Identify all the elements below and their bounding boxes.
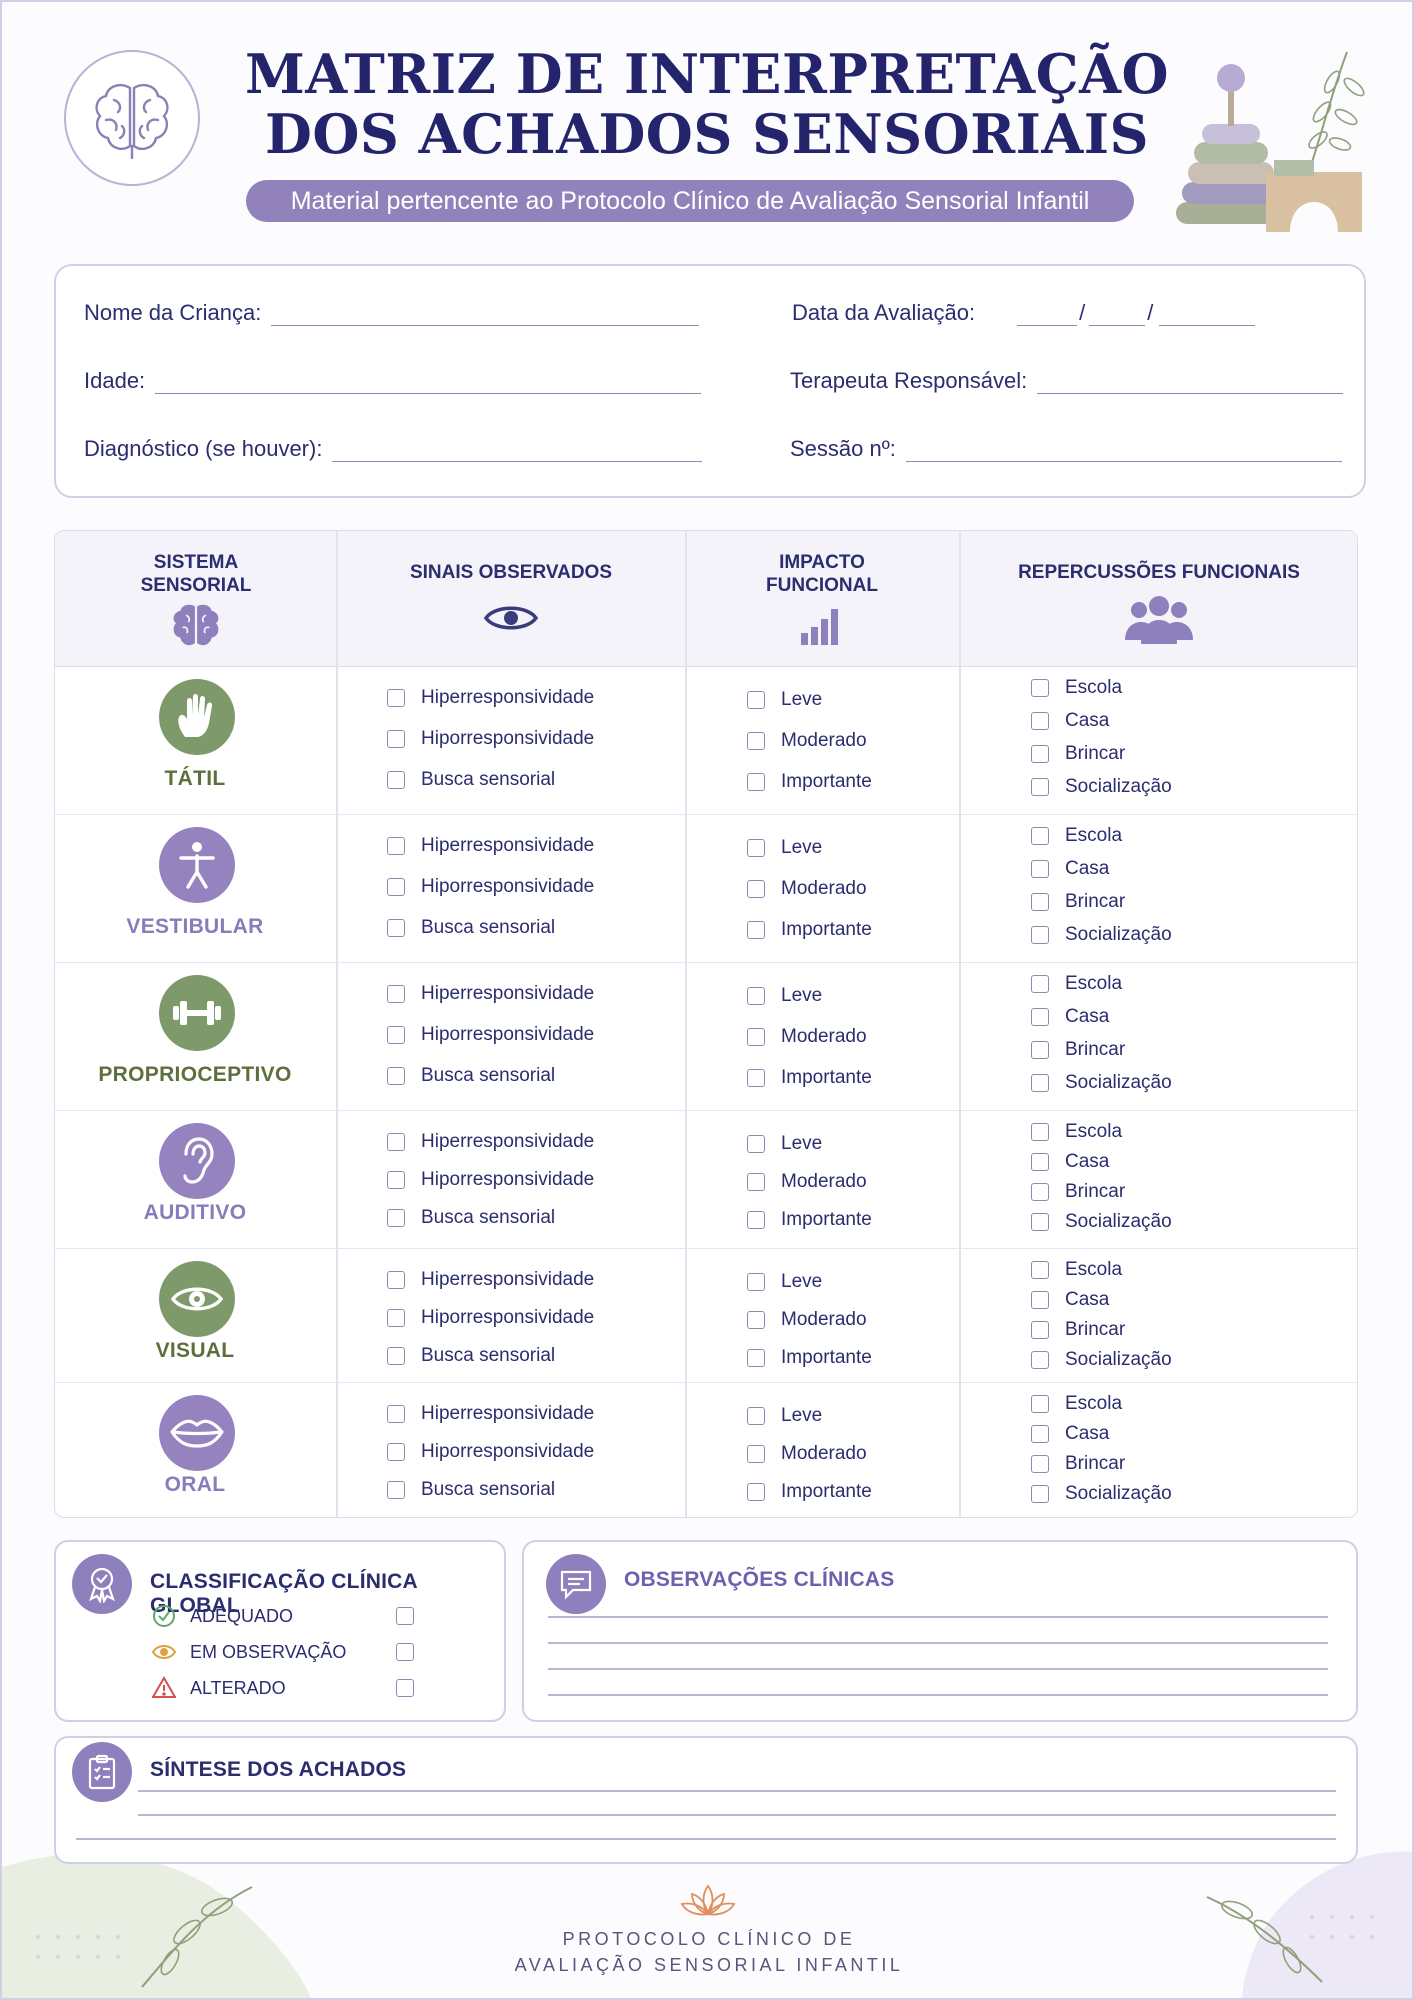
repercussion-option-label: Socialização (1065, 1211, 1172, 1232)
sign-option[interactable] (387, 917, 555, 939)
impact-checkbox[interactable] (747, 1211, 765, 1229)
brain-logo (64, 50, 200, 186)
sign-option[interactable] (387, 983, 594, 1005)
impact-checkbox[interactable] (747, 1028, 765, 1046)
impact-checkbox[interactable] (747, 691, 765, 709)
matrix-row-5 (55, 1249, 1358, 1383)
impact-checkbox[interactable] (747, 1273, 765, 1291)
sign-option[interactable] (387, 769, 555, 791)
hand-icon (175, 693, 219, 741)
repercussion-option[interactable] (1031, 1006, 1109, 1028)
impact-option[interactable] (747, 1133, 822, 1155)
warning-icon (152, 1676, 176, 1700)
repercussion-option[interactable] (1031, 1289, 1109, 1311)
sign-checkbox[interactable] (387, 771, 405, 789)
repercussion-option-label: Casa (1065, 1006, 1110, 1027)
repercussion-checkbox[interactable] (1031, 1213, 1049, 1231)
repercussion-checkbox[interactable] (1031, 1041, 1049, 1059)
impact-checkbox[interactable] (747, 987, 765, 1005)
repercussion-checkbox[interactable] (1031, 778, 1049, 796)
sign-option-label: Hiperresponsividade (421, 1269, 595, 1290)
system-badge (159, 827, 235, 903)
group-people-icon (1123, 594, 1195, 646)
repercussion-option-label: Casa (1065, 1423, 1110, 1444)
sign-option[interactable] (387, 1441, 594, 1463)
title-line-1: MATRIZ DE INTERPRETAÇÃO (244, 42, 1170, 106)
classification-altered-label: ALTERADO (190, 1677, 286, 1698)
repercussion-option[interactable] (1031, 776, 1172, 798)
footer-line-1: PROTOCOLO CLÍNICO DE (562, 1929, 856, 1949)
repercussion-checkbox[interactable] (1031, 975, 1049, 993)
impact-option[interactable] (747, 837, 822, 859)
award-badge (72, 1554, 132, 1614)
impact-option[interactable] (747, 1481, 872, 1503)
repercussion-option[interactable] (1031, 973, 1122, 995)
header-system (55, 531, 337, 667)
repercussion-option[interactable] (1031, 1211, 1172, 1233)
date-day-input[interactable] (1017, 306, 1077, 326)
repercussion-option-label: Brincar (1065, 891, 1126, 912)
repercussion-option[interactable] (1031, 1181, 1125, 1203)
subtitle-banner: Material pertencente ao Protocolo Clínico de Avaliação Sensorial Infantil (246, 180, 1134, 222)
impact-option-label: Leve (781, 1405, 823, 1426)
repercussion-option[interactable] (1031, 1151, 1109, 1173)
repercussion-checkbox[interactable] (1031, 1153, 1049, 1171)
repercussion-option-label: Casa (1065, 858, 1110, 879)
repercussion-option[interactable] (1031, 1393, 1122, 1415)
impact-option[interactable] (747, 1443, 867, 1465)
sign-option-label: Hiporresponsividade (421, 1024, 595, 1045)
impact-option-label: Importante (781, 771, 872, 792)
sign-option[interactable] (387, 1479, 555, 1501)
impact-option-label: Leve (781, 985, 823, 1006)
repercussion-option[interactable] (1031, 743, 1125, 765)
repercussion-option-label: Brincar (1065, 1453, 1126, 1474)
matrix-row-1 (55, 667, 1358, 815)
classification-observation-label: EM OBSERVAÇÃO (190, 1641, 347, 1662)
repercussion-checkbox[interactable] (1031, 745, 1049, 763)
repercussion-option-label: Brincar (1065, 743, 1126, 764)
repercussion-checkbox[interactable] (1031, 1183, 1049, 1201)
repercussion-option[interactable] (1031, 1349, 1172, 1371)
repercussion-checkbox[interactable] (1031, 926, 1049, 944)
matrix-header-row (55, 531, 1358, 667)
repercussion-option-label: Casa (1065, 710, 1110, 731)
classification-adequate (152, 1604, 430, 1628)
age-label: Idade: (84, 368, 146, 393)
impact-option-label: Importante (781, 1067, 872, 1088)
sign-option[interactable] (387, 1065, 555, 1087)
impact-option-label: Moderado (781, 730, 867, 751)
impact-checkbox[interactable] (747, 773, 765, 791)
impact-checkbox[interactable] (747, 839, 765, 857)
classification-adequate-checkbox[interactable] (396, 1607, 414, 1625)
diagnosis-label: Diagnóstico (se houver): (84, 436, 323, 461)
repercussion-checkbox[interactable] (1031, 1123, 1049, 1141)
repercussion-option-label: Escola (1065, 677, 1123, 698)
impact-checkbox[interactable] (747, 1173, 765, 1191)
repercussion-checkbox[interactable] (1031, 827, 1049, 845)
system-label: TÁTIL (164, 767, 226, 790)
observations-writing-line[interactable] (548, 1668, 1328, 1670)
title-line-2: DOS ACHADOS SENSORIAIS (265, 102, 1149, 166)
impact-option-label: Leve (781, 689, 823, 710)
sign-option-label: Hiperresponsividade (421, 687, 595, 708)
impact-option-label: Moderado (781, 1171, 867, 1192)
age-input[interactable] (155, 374, 701, 394)
impact-checkbox[interactable] (747, 1311, 765, 1329)
evaluation-date-label: Data da Avaliação: (792, 300, 976, 325)
sign-checkbox[interactable] (387, 1309, 405, 1327)
repercussion-checkbox[interactable] (1031, 1395, 1049, 1413)
sign-option-label: Busca sensorial (421, 1065, 556, 1086)
sign-option-label: Busca sensorial (421, 1345, 556, 1366)
impact-checkbox[interactable] (747, 1135, 765, 1153)
header-signs (337, 531, 685, 667)
classification-adequate-label: ADEQUADO (190, 1605, 294, 1626)
repercussion-option-label: Socialização (1065, 1072, 1172, 1093)
system-badge (159, 1261, 235, 1337)
sign-option[interactable] (387, 728, 594, 750)
repercussion-checkbox[interactable] (1031, 1074, 1049, 1092)
impact-option[interactable] (747, 878, 867, 900)
repercussion-option-label: Socialização (1065, 776, 1172, 797)
impact-checkbox[interactable] (747, 732, 765, 750)
matrix-row-6 (55, 1383, 1358, 1518)
sign-option[interactable] (387, 1131, 594, 1153)
observations-title: OBSERVAÇÕES CLÍNICAS (624, 1568, 895, 1591)
impact-option[interactable] (747, 1026, 867, 1048)
sign-option-label: Hiperresponsividade (421, 1131, 595, 1152)
clinical-observations-box (522, 1540, 1358, 1722)
sign-option[interactable] (387, 835, 594, 857)
synthesis-writing-line[interactable] (138, 1790, 1336, 1792)
sign-checkbox[interactable] (387, 1026, 405, 1044)
impact-option-label: Moderado (781, 878, 867, 899)
repercussion-option[interactable] (1031, 1072, 1172, 1094)
repercussion-option-label: Brincar (1065, 1181, 1126, 1202)
header-impact-line-1: IMPACTO (779, 552, 865, 573)
repercussion-option-label: Escola (1065, 973, 1123, 994)
header-system-line-2: SENSORIAL (140, 575, 252, 596)
dumbbell-icon (171, 998, 223, 1028)
sign-option-label: Hiperresponsividade (421, 1403, 595, 1424)
sign-option[interactable] (387, 1345, 555, 1367)
therapist-label: Terapeuta Responsável: (790, 368, 1028, 393)
repercussion-option-label: Socialização (1065, 924, 1172, 945)
impact-option[interactable] (747, 1271, 822, 1293)
child-name-input[interactable] (271, 306, 699, 326)
impact-option-label: Importante (781, 1481, 872, 1502)
sign-checkbox[interactable] (387, 1481, 405, 1499)
header-repercussions-label: REPERCUSSÕES FUNCIONAIS (1018, 562, 1300, 583)
observations-writing-line[interactable] (548, 1616, 1328, 1618)
sign-option-label: Hiporresponsividade (421, 1441, 595, 1462)
impact-option-label: Moderado (781, 1309, 867, 1330)
repercussion-checkbox[interactable] (1031, 1008, 1049, 1026)
footer-line-2: AVALIAÇÃO SENSORIAL INFANTIL (514, 1955, 904, 1975)
sign-checkbox[interactable] (387, 1209, 405, 1227)
child-name-field (84, 300, 699, 326)
impact-option[interactable] (747, 730, 867, 752)
matrix-row-2 (55, 815, 1358, 963)
sign-option-label: Busca sensorial (421, 769, 556, 790)
repercussion-option-label: Casa (1065, 1289, 1110, 1310)
clipboard-badge (72, 1742, 132, 1802)
eye-icon (170, 1283, 224, 1315)
sign-checkbox[interactable] (387, 1133, 405, 1151)
system-label: AUDITIVO (143, 1201, 247, 1224)
sign-option[interactable] (387, 1269, 594, 1291)
sign-checkbox[interactable] (387, 919, 405, 937)
synthesis-writing-line[interactable] (76, 1838, 1336, 1840)
repercussion-option[interactable] (1031, 1483, 1172, 1505)
repercussion-option[interactable] (1031, 924, 1172, 946)
impact-option-label: Moderado (781, 1443, 867, 1464)
header-impact-line-2: FUNCIONAL (766, 575, 878, 596)
impact-checkbox[interactable] (747, 1483, 765, 1501)
sensory-matrix-table (54, 530, 1358, 1518)
impact-option-label: Leve (781, 837, 823, 858)
evaluation-date-field (792, 300, 1255, 326)
impact-option[interactable] (747, 1171, 867, 1193)
date-year-input[interactable] (1159, 306, 1255, 326)
system-badge (159, 975, 235, 1051)
impact-option-label: Importante (781, 919, 872, 940)
sign-checkbox[interactable] (387, 1271, 405, 1289)
repercussion-option-label: Escola (1065, 825, 1123, 846)
session-input[interactable] (906, 442, 1342, 462)
repercussion-checkbox[interactable] (1031, 1455, 1049, 1473)
impact-option[interactable] (747, 1309, 867, 1331)
sign-checkbox[interactable] (387, 878, 405, 896)
impact-option[interactable] (747, 1067, 872, 1089)
sign-checkbox[interactable] (387, 1405, 405, 1423)
impact-option[interactable] (747, 1405, 822, 1427)
repercussion-option-label: Escola (1065, 1259, 1123, 1280)
sign-option[interactable] (387, 1169, 594, 1191)
session-label: Sessão nº: (790, 436, 896, 461)
classification-altered-checkbox[interactable] (396, 1679, 414, 1697)
check-circle-icon (152, 1604, 176, 1628)
sign-option[interactable] (387, 1307, 594, 1329)
repercussion-option[interactable] (1031, 1259, 1122, 1281)
repercussion-checkbox[interactable] (1031, 860, 1049, 878)
child-name-label: Nome da Criança: (84, 300, 262, 325)
page-title (242, 44, 1172, 164)
system-badge (159, 1123, 235, 1199)
diagnosis-input[interactable] (332, 442, 702, 462)
sign-option-label: Busca sensorial (421, 917, 556, 938)
repercussion-option[interactable] (1031, 858, 1109, 880)
diagnosis-field (84, 436, 702, 462)
sign-checkbox[interactable] (387, 1443, 405, 1461)
impact-checkbox[interactable] (747, 1349, 765, 1367)
repercussion-option[interactable] (1031, 1423, 1109, 1445)
person-icon (177, 840, 217, 890)
sign-checkbox[interactable] (387, 1347, 405, 1365)
repercussion-option-label: Escola (1065, 1121, 1123, 1142)
repercussion-option-label: Brincar (1065, 1319, 1126, 1340)
repercussion-option[interactable] (1031, 1453, 1125, 1475)
brain-icon (169, 603, 223, 651)
therapist-input[interactable] (1037, 374, 1343, 394)
sign-checkbox[interactable] (387, 985, 405, 1003)
eye-icon (483, 600, 539, 636)
repercussion-option[interactable] (1031, 1319, 1125, 1341)
impact-option[interactable] (747, 1209, 872, 1231)
sign-option[interactable] (387, 1207, 555, 1229)
impact-option-label: Importante (781, 1347, 872, 1368)
system-label: VESTIBULAR (126, 915, 264, 938)
system-label: ORAL (164, 1473, 226, 1496)
impact-option[interactable] (747, 919, 872, 941)
sign-option-label: Busca sensorial (421, 1479, 556, 1500)
observations-writing-line[interactable] (548, 1694, 1328, 1696)
lotus-icon (678, 1884, 738, 1920)
impact-option-label: Importante (781, 1209, 872, 1230)
repercussion-checkbox[interactable] (1031, 1321, 1049, 1339)
repercussion-option[interactable] (1031, 825, 1122, 847)
repercussion-checkbox[interactable] (1031, 1351, 1049, 1369)
repercussion-option-label: Escola (1065, 1393, 1123, 1414)
sign-option-label: Busca sensorial (421, 1207, 556, 1228)
classification-observation (152, 1640, 430, 1664)
repercussion-option[interactable] (1031, 1121, 1122, 1143)
session-field (790, 436, 1342, 462)
impact-option[interactable] (747, 689, 822, 711)
impact-option[interactable] (747, 771, 872, 793)
sign-option-label: Hiporresponsividade (421, 1307, 595, 1328)
sign-option-label: Hiporresponsividade (421, 1169, 595, 1190)
repercussion-checkbox[interactable] (1031, 1261, 1049, 1279)
sign-option-label: Hiperresponsividade (421, 983, 595, 1004)
date-month-input[interactable] (1089, 306, 1145, 326)
award-icon (85, 1565, 119, 1603)
repercussion-checkbox[interactable] (1031, 893, 1049, 911)
date-separator-1: / (1079, 300, 1086, 325)
repercussion-checkbox[interactable] (1031, 1291, 1049, 1309)
sign-checkbox[interactable] (387, 1067, 405, 1085)
sign-checkbox[interactable] (387, 730, 405, 748)
matrix-row-3 (55, 963, 1358, 1111)
sign-option[interactable] (387, 687, 594, 709)
observations-writing-line[interactable] (548, 1642, 1328, 1644)
repercussion-option[interactable] (1031, 677, 1122, 699)
system-label: PROPRIOCEPTIVO (98, 1063, 292, 1086)
bar-chart-icon (799, 605, 845, 645)
repercussion-checkbox[interactable] (1031, 679, 1049, 697)
system-badge (159, 679, 235, 755)
header-system-line-1: SISTEMA (153, 552, 239, 573)
repercussion-checkbox[interactable] (1031, 712, 1049, 730)
impact-option[interactable] (747, 985, 822, 1007)
impact-checkbox[interactable] (747, 1445, 765, 1463)
patient-info-form (54, 264, 1366, 498)
header-repercussions (959, 531, 1358, 667)
sign-checkbox[interactable] (387, 837, 405, 855)
system-label: VISUAL (155, 1339, 235, 1362)
brain-icon (84, 70, 180, 166)
repercussion-option-label: Socialização (1065, 1349, 1172, 1370)
synthesis-writing-line[interactable] (138, 1814, 1336, 1816)
system-badge (159, 1395, 235, 1471)
sign-option[interactable] (387, 876, 594, 898)
classification-observation-checkbox[interactable] (396, 1643, 414, 1661)
therapist-field (790, 368, 1343, 394)
age-field (84, 368, 701, 394)
header-impact (685, 531, 959, 667)
clipboard-icon (87, 1754, 117, 1790)
impact-checkbox[interactable] (747, 1069, 765, 1087)
sign-option-label: Hiporresponsividade (421, 728, 595, 749)
impact-checkbox[interactable] (747, 880, 765, 898)
synthesis-title: SÍNTESE DOS ACHADOS (150, 1758, 407, 1781)
global-classification-box (54, 1540, 506, 1722)
sign-option[interactable] (387, 1024, 594, 1046)
speech-bubble-icon (559, 1568, 593, 1600)
repercussion-option-label: Casa (1065, 1151, 1110, 1172)
matrix-row-4 (55, 1111, 1358, 1249)
sign-checkbox[interactable] (387, 1171, 405, 1189)
repercussion-option[interactable] (1031, 891, 1125, 913)
sign-option-label: Hiperresponsividade (421, 835, 595, 856)
header-signs-label: SINAIS OBSERVADOS (409, 562, 612, 583)
ear-icon (178, 1136, 216, 1186)
sign-option-label: Hiporresponsividade (421, 876, 595, 897)
repercussion-checkbox[interactable] (1031, 1485, 1049, 1503)
impact-option-label: Leve (781, 1133, 823, 1154)
repercussion-option-label: Brincar (1065, 1039, 1126, 1060)
classification-altered (152, 1676, 430, 1700)
repercussion-option-label: Socialização (1065, 1483, 1172, 1504)
impact-option[interactable] (747, 1347, 872, 1369)
repercussion-option[interactable] (1031, 1039, 1125, 1061)
repercussion-checkbox[interactable] (1031, 1425, 1049, 1443)
impact-option-label: Leve (781, 1271, 823, 1292)
sign-checkbox[interactable] (387, 689, 405, 707)
eye-icon (152, 1640, 176, 1664)
findings-synthesis-box (54, 1736, 1358, 1864)
date-separator-2: / (1147, 300, 1154, 325)
impact-checkbox[interactable] (747, 921, 765, 939)
lips-icon (170, 1418, 224, 1448)
impact-option-label: Moderado (781, 1026, 867, 1047)
classification-title: CLASSIFICAÇÃO CLÍNICA GLOBAL (150, 1570, 418, 1617)
repercussion-option[interactable] (1031, 710, 1109, 732)
stacking-toys-illustration (1162, 42, 1382, 242)
impact-checkbox[interactable] (747, 1407, 765, 1425)
sign-option[interactable] (387, 1403, 594, 1425)
speech-bubble-badge (546, 1554, 606, 1614)
